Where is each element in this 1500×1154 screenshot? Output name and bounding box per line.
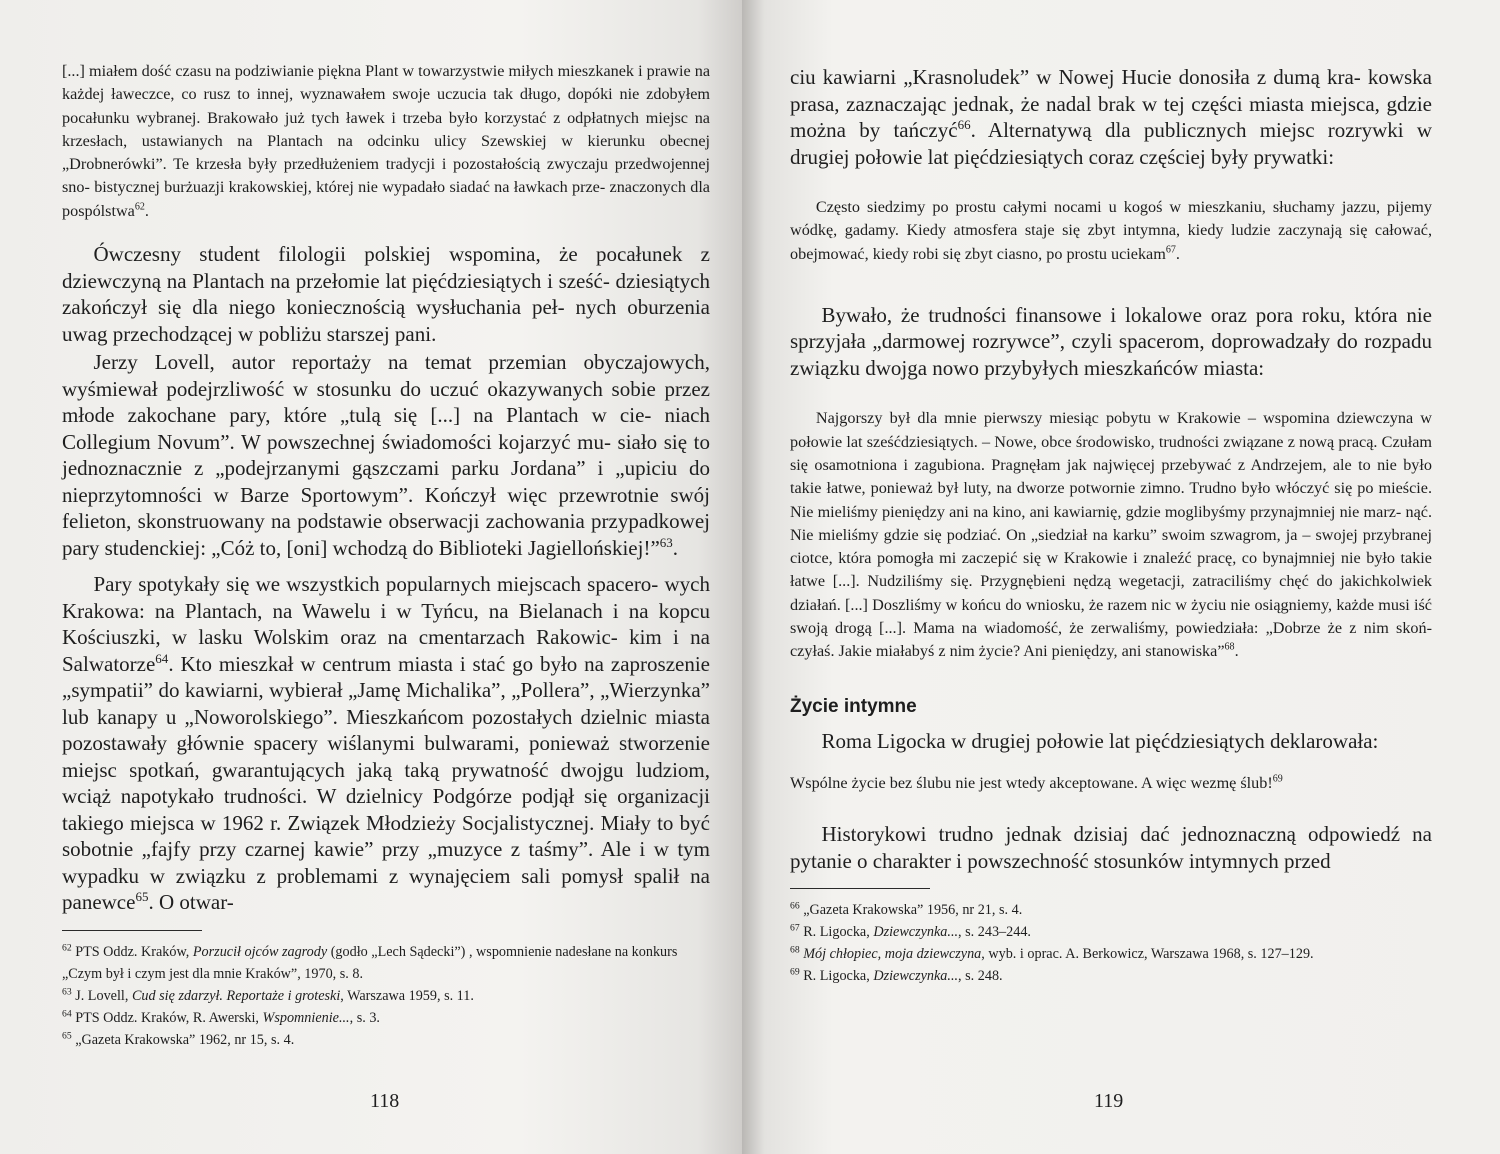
footnote-ref: 63 xyxy=(659,534,673,550)
paragraph-student xyxy=(62,241,710,347)
block-quote-parties: Często siedzimy po prostu całymi nocami u kogoś w mieszkaniu, słuchamy jazzu, pijemy wódkę, gadamy. Kiedy atmosfera staje się zbyt intymna, kiedy ludzie zaczynają się całować, obejmować, kiedy robi się zbyt ciasno, po prostu uciekam$^{67}$. xyxy=(790,198,1432,263)
quote-line: Plantach na odcinku ulicy Szewskiej w kierunku obecnej „Drobnerówki”. Te xyxy=(62,131,710,174)
left-page-content xyxy=(62,60,710,1051)
quote-line: [...] miałem dość czasu na podziwianie piękna Plant w towarzystwie miłych xyxy=(62,62,554,80)
paragraph-lovell: Jerzy Lovell, autor reportaży na temat przemian obyczajowych, wyśmiewał podejrzliwość w stosunku do uczuć okazywanych sobie przez młode zakochane pary, które „tulą się [...] na Plantach w cie- niach Collegium Novum”. W powszechnej świadomości kojarzyć mu- siało się to jednoznacznie z „podejrzanymi gąszczami parku Jordana” i „upiciu do nieprzytomności w Barze Sportowym”. Kończył więc przewrotnie swój felieton, skonstruowany na podstawie obserwacji zachowania przypadkowej pary studenckiej: „Cóż to, [oni] wchodzą do Biblioteki Jagiellońskiej!”$^{63}$. xyxy=(62,350,710,560)
block-quote-plants: [...] miałem dość czasu na podziwianie piękna Plant w towarzystwie miłych mieszkanek i prawie na każdej ławeczce, co rusz to innej, wyznawałem swoje uczucia tak długo, dopóki nie zdobyłem pocałunku wybranej. Brakowało już tych ławek i trzeba było korzystać z odpłatnych miejsc na krzesłach, ustawianych na Plantach na odcinku ulicy Szewskiej w kierunku obecnej „Drobnerówki”. Te krzesła były przedłużeniem tradycji i pozostałością zwyczaju przedwojennej sno- bistycznej burżuazji krakowskiej, której nie wypadało siadać na ławkach prze- znaczonych dla pospólstwa$^{62}$. xyxy=(62,62,711,220)
quote-line: bistycznej burżuazji krakowskiej, której nie wypadało siadać na ławkach prze- xyxy=(94,178,606,197)
quote-line: krzesła były przedłużeniem tradycji i pozostałością zwyczaju przedwojennej sno- xyxy=(62,155,710,197)
footnote-ref: 62 xyxy=(134,201,145,213)
paragraph-text: . O otwar- xyxy=(148,890,234,915)
footnote-divider xyxy=(790,888,930,889)
footnote-63: $^{63}$ J. Lovell, Cud się zdarzył. Reportaże i groteski, Warszawa 1959, s. 11. xyxy=(62,985,474,1004)
footnote-ref: 68 xyxy=(1224,641,1235,653)
paragraph-text: . Alternatywą dla publicznych miejsc rozrywki w drugiej połowie lat pięćdziesiątych coraz częściej były prywatki: xyxy=(790,118,1432,169)
quote-line: znaczonych dla pospólstwa xyxy=(62,178,710,220)
paragraph-text: ciu kawiarni „Krasnoludek” w Nowej Hucie donosiła z dumą kra- kowska prasa, zaznaczając jednak, że nadal brak w tej części miasta miejsca, gdzie można by tańczyć xyxy=(790,65,1432,142)
paragraph-historian xyxy=(790,821,1432,874)
paragraph-text: Roma Ligocka w drugiej połowie lat pięćdziesiątych deklarowała: xyxy=(821,728,1379,753)
footnote-divider xyxy=(62,930,202,931)
footnotes-right xyxy=(790,899,1432,987)
quote-line: ławek i trzeba było korzystać z odpłatnych miejsc na krzesłach, ustawianych na xyxy=(62,108,710,150)
footnotes-left xyxy=(62,941,710,1051)
footnote-66: $^{66}$ „Gazeta Krakowska” 1956, nr 21, s. 4. xyxy=(790,900,1023,919)
quote-line: mieszkanek i prawie na każdej ławeczce, co rusz to innej, wyznawałem swoje xyxy=(62,62,711,104)
paragraph-text: Ówczesny student filologii polskiej wspomina, że pocałunek z dziewczyną na Plantach na przełomie lat pięćdziesiątych i sześć- dziesiątych zakończył się dla niego koniecznością wysłuchania peł- nych oburzenia uwag przechodzącej w pobliżu starszej pani. xyxy=(62,242,710,346)
paragraph-couples xyxy=(62,571,710,916)
right-page-content xyxy=(790,64,1432,987)
paragraph-text: Bywało, że trudności finansowe i lokalowe oraz pora roku, która nie sprzyjała „darmowej rozrywce”, czyli spacerom, doprowadzały do rozpadu związku dwojga nowo przybyłych mieszkańców miasta: xyxy=(790,302,1432,380)
paragraph-text: Pary spotykały się we wszystkich popularnych miejscach spacero- wych Krakowa: na Plantach, na Wawelu i w Tyńcu, na Bielanach i na kopcu Kościuszki, w lasku Wolskim oraz na cmentarzach Rakowic- kim i na Salwatorze xyxy=(62,572,710,676)
section-heading: Życie intymne xyxy=(790,695,917,717)
quote-text: Wspólne życie bez ślubu nie jest wtedy akceptowane. A więc wezmę ślub! xyxy=(790,774,1273,793)
footnote-64: $^{64}$ PTS Oddz. Kraków, R. Awerski, Wspomnienie..., s. 3. xyxy=(62,1007,380,1026)
footnote-62: $^{62}$ PTS Oddz. Kraków, Porzucił ojców zagrody (godło „Lech Sądecki”) , wspomnienie nadesłane na konkurs „Czym był i czym jest dla mnie Kraków”, 1970, s. 8. xyxy=(62,941,678,982)
page-number-right: 119 xyxy=(1094,1090,1124,1112)
footnote-ref: 64 xyxy=(155,650,169,666)
footnote-ref: 69 xyxy=(1272,773,1283,785)
footnote-67: $^{67}$ R. Ligocka, Dziewczynka..., s. 243–244. xyxy=(790,922,1031,941)
paragraph-ligocka xyxy=(790,728,1432,755)
quote-line: uczucia tak długo, dopóki nie zdobyłem pocałunku wybranej. Brakowało już tych xyxy=(62,85,711,127)
paragraph-text: . Kto mieszkał w centrum miasta i stać go było na zaproszenie „sympatii” do kawiarni, wybierał „Jamę Michalika”, „Pollera”, „Wierzynka” lub kanapy u „Noworolskiego”. Mieszkańcom pozostałych dzielnic miasta pozostawały głównie spacery wiślanymi bulwarami, ponieważ stworzenie miejsc spotkań, gwarantujących jaką taką prywatność dwojgu ludziom, wciąż napotykało trudności. W dzielnicy Podgórze podjął się organizacji takiego miejsca w 1962 r. Związek Młodzieży Socjalistycznej. Miały to być sobotnie „fajfy przy czarnej kawie” przy „muzyce z taśmy”. Ale i w tym wypadku w związku z problemami z wynajęciem sali pomysł spalił na panewce xyxy=(62,651,710,915)
block-quote-wedding xyxy=(790,772,1432,795)
footnote-ref: 66 xyxy=(957,117,971,132)
paragraph-text: Historykowi trudno jednak dzisiaj dać jednoznaczną odpowiedź na pytanie o charakter i powszechność stosunków intymnych przed xyxy=(790,822,1432,873)
quote-text: Najgorszy był dla mnie pierwszy miesiąc pobytu w Krakowie – wspomina dziewczyna w połowie lat sześćdziesiątych. – Nowe, obce środowisko, trudności związane z nową pracą. Czułam się osamotniona i zagubiona. Pragnęłam jak najwięcej przebywać z Andrzejem, ale to nie było takie łatwe, ponieważ był luty, na dworze potwornie zimno. Trudno było włóczyć się po mieście. Nie mieliśmy pieniędzy ani na kino, ani kawiarnię, gdzie moglibyśmy przynajmniej nie marz- nąć. Nie mieliśmy gdzie się podziać. On „siedział na karku” swoim szwagrom, ja – swojej przybranej ciotce, która pomogła mi zaczepić się w Krakowie i znaleźć pracę, co bynajmniej nie było takie łatwe [...]. Nudziliśmy się. Przygnębieni nędzą wegetacji, zatraciliśmy chęć do jakichkolwiek działań. [...] Doszliśmy w końcu do wniosku, że razem nic w życiu nie osiągniemy, każde musi iść swoją drogą [...]. Mama na wiadomość, że zerwaliśmy, powiedziała: „Dobrze że z nim skoń- czyłaś. Jakie miałabyś z nim życie? Ani pieniędzy, ani stanowiska” xyxy=(790,409,1432,661)
footnote-ref: 67 xyxy=(1165,244,1176,256)
footnote-68: $^{68}$ Mój chłopiec, moja dziewczyna, wyb. i oprac. A. Berkowicz, Warszawa 1968, s. 127–129. xyxy=(790,944,1314,963)
paragraph-text: Jerzy Lovell, autor reportaży na temat przemian obyczajowych, wyśmiewał podejrzliwość w stosunku do uczuć okazywanych sobie przez młode zakochane pary, które „tulą się [...] na Plantach w cie- niach Collegium Novum”. W powszechnej świadomości kojarzyć mu- siało się to jednoznacznie z „podejrzanymi gąszczami parku Jordana” i „upiciu do nieprzytomności w Barze Sportowym”. Kończył więc przewrotnie swój felieton, skonstruowany na podstawie obserwacji zachowania przypadkowej pary studenckiej: „Cóż to, [oni] wchodzą do Biblioteki Jagiellońskiej!” xyxy=(62,350,710,560)
footnote-65: $^{65}$ „Gazeta Krakowska” 1962, nr 15, s. 4. xyxy=(62,1029,295,1048)
paragraph-krasnoludek xyxy=(790,64,1432,170)
block-quote-first-month: Najgorszy był dla mnie pierwszy miesiąc pobytu w Krakowie – wspomina dziewczyna w połowie lat sześćdziesiątych. – Nowe, obce środowisko, trudności związane z nową pracą. Czułam się osamotniona i zagubiona. Pragnęłam jak najwięcej przebywać z Andrzejem, ale to nie było takie łatwe, ponieważ był luty, na dworze potwornie zimno. Trudno było włóczyć się po mieście. Nie mieliśmy pieniędzy ani na kino, ani kawiarnię, gdzie moglibyśmy przynajmniej nie marz- nąć. Nie mieliśmy gdzie się podziać. On „siedział na karku” swoim szwagrom, ja – swojej przybranej ciotce, która pomogła mi zaczepić się w Krakowie i znaleźć pracę, co bynajmniej nie było takie łatwe [...]. Nudziliśmy się. Przygnębieni nędzą wegetacji, zatraciliśmy chęć do jakichkolwiek działań. [...] Doszliśmy w końcu do wniosku, że razem nic w życiu nie osiągniemy, każde musi iść swoją drogą [...]. Mama na wiadomość, że zerwaliśmy, powiedziała: „Dobrze że z nim skoń- czyłaś. Jakie miałabyś z nim życie? Ani pieniędzy, ani stanowiska”$^{68}$. xyxy=(790,409,1432,661)
paragraph-difficulties xyxy=(790,302,1432,382)
page-number-left: 118 xyxy=(370,1090,400,1112)
left-page xyxy=(0,0,742,1154)
quote-text: Często siedzimy po prostu całymi nocami u kogoś w mieszkaniu, słuchamy jazzu, pijemy wódkę, gadamy. Kiedy atmosfera staje się zbyt intymna, kiedy ludzie zaczynają się całować, obejmować, kiedy robi się zbyt ciasno, po prostu uciekam xyxy=(790,198,1432,263)
right-page xyxy=(742,0,1500,1154)
footnote-ref: 65 xyxy=(135,889,149,905)
footnote-69: $^{69}$ R. Ligocka, Dziewczynka..., s. 248. xyxy=(790,966,1003,985)
